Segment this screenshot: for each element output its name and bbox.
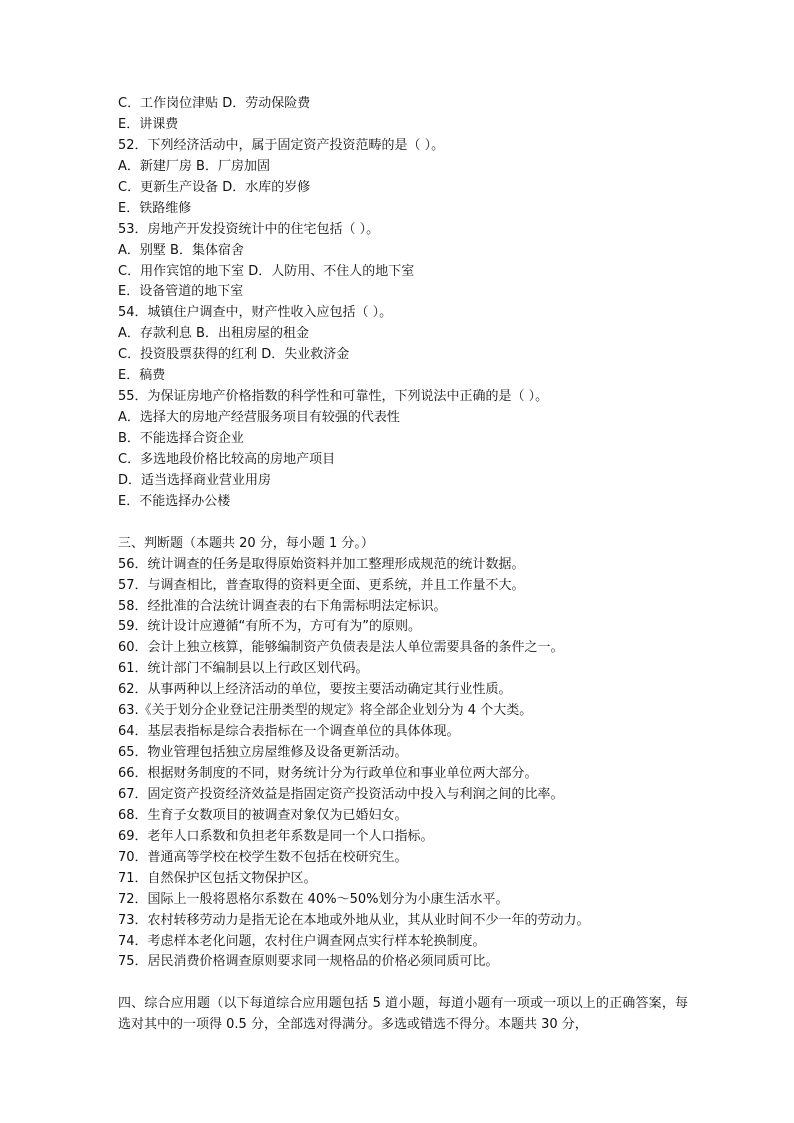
statement-item: 70．普通高等学校在校学生数不包括在校研究生。 [118,849,408,865]
statement-item: 57．与调查相比，普查取得的资料更全面、更系统，并且工作量不大。 [118,577,525,593]
question-55 [118,387,698,513]
option-line: A．新建厂房 B．厂房加固 [118,158,270,174]
section-heading: 四、综合应用题（以下每道综合应用题包括 5 道小题，每道小题有一项或一项以上的正确答案，每选对其中的一项得 0.5 分，全部选对得满分。多选或错选不得分。本题共 30 分， [118,996,688,1033]
statement-item: 73．农村转移劳动力是指无论在本地或外地从业，其从业时间不少一年的劳动力。 [118,912,590,928]
option-line: A．选择大的房地产经营服务项目有较强的代表性 [118,410,400,426]
statement-item: 64．基层表指标是综合表指标在一个调查单位的具体体现。 [118,724,460,740]
document-page [118,94,698,1036]
statement-item: 62．从事两种以上经济活动的单位，要按主要活动确定其行业性质。 [118,682,512,698]
option-line: C．多选地段价格比较高的房地产项目 [118,451,336,467]
statement-item: 65．物业管理包括独立房屋维修及设备更新活动。 [118,745,408,761]
statement-item: 71．自然保护区包括文物保护区。 [118,870,317,886]
statement-item: 68．生育子女数项目的被调查对象仅为已婚妇女。 [118,807,408,823]
option-line: E．不能选择办公楼 [118,493,231,509]
statement-item: 66．根据财务制度的不同，财务统计分为行政单位和事业单位两大部分。 [118,766,538,781]
statement-item: 59．统计设计应遵循“有所不为，方可有为”的原则。 [118,619,422,635]
statement-item: 61．统计部门不编制县以上行政区划代码。 [118,661,369,677]
option-line: C．投资股票获得的红利 D．失业救济金 [118,347,350,363]
question-stem: 55．为保证房地产价格指数的科学性和可靠性，下列说法中正确的是（ ）。 [118,389,549,405]
statement-item: 63.《关于划分企业登记注册类型的规定》将全部企业划分为 4 个大类。 [118,703,533,719]
question-stem: 52．下列经济活动中，属于固定资产投资范畴的是（ ）。 [118,137,445,153]
question-52 [118,136,698,220]
question-53 [118,220,698,304]
question-stem: 54．城镇住户调查中，财产性收入应包括（ ）。 [118,305,393,321]
question-stem: 53．房地产开发投资统计中的住宅包括（ ）。 [118,221,380,237]
statement-item: 74．考虑样本老化问题，农村住户调查网点实行样本轮换制度。 [118,933,486,949]
statement-item: 60．会计上独立核算，能够编制资产负债表是法人单位需要具备的条件之一。 [118,640,564,656]
statement-item: 69．老年人口系数和负担老年系数是同一个人口指标。 [118,828,434,844]
question-54 [118,303,698,387]
spacer [118,973,698,994]
option-line: C．更新生产设备 D．水库的岁修 [118,179,311,195]
option-line: C．用作宾馆的地下室 D．人防用、不住人的地下室 [118,263,415,279]
statement-item: 58．经批准的合法统计调查表的右下角需标明法定标识。 [118,598,447,614]
statement-item: 67．固定资产投资经济效益是指固定资产投资活动中投入与利润之间的比率。 [118,786,564,802]
option-line: E．铁路维修 [118,200,192,216]
option-line: D．适当选择商业营业用房 [118,472,272,488]
option-line: E．设备管道的地下室 [118,284,244,300]
section-heading: 三、判断题（本题共 20 分，每小题 1 分。） [118,535,374,551]
option-line: A．别墅 B．集体宿舍 [118,242,244,258]
statement-item: 56．统计调查的任务是取得原始资料并加工整理形成规范的统计数据。 [118,556,525,572]
option-line: E．讲课费 [118,116,179,132]
statement-item: 72．国际上一般将恩格尔系数在 40%～50%划分为小康生活水平。 [118,891,509,907]
option-line: B．不能选择合资企业 [118,431,244,446]
section-comprehensive [118,994,698,1036]
option-line: A．存款利息 B．出租房屋的租金 [118,326,309,342]
option-line: C．工作岗位津贴 D．劳动保险费 [118,96,311,111]
option-line: E．稿费 [118,368,166,384]
spacer [118,513,698,534]
section-true-false [118,534,698,974]
statement-item: 75．居民消费价格调查原则要求同一规格品的价格必须同质可比。 [118,954,499,970]
